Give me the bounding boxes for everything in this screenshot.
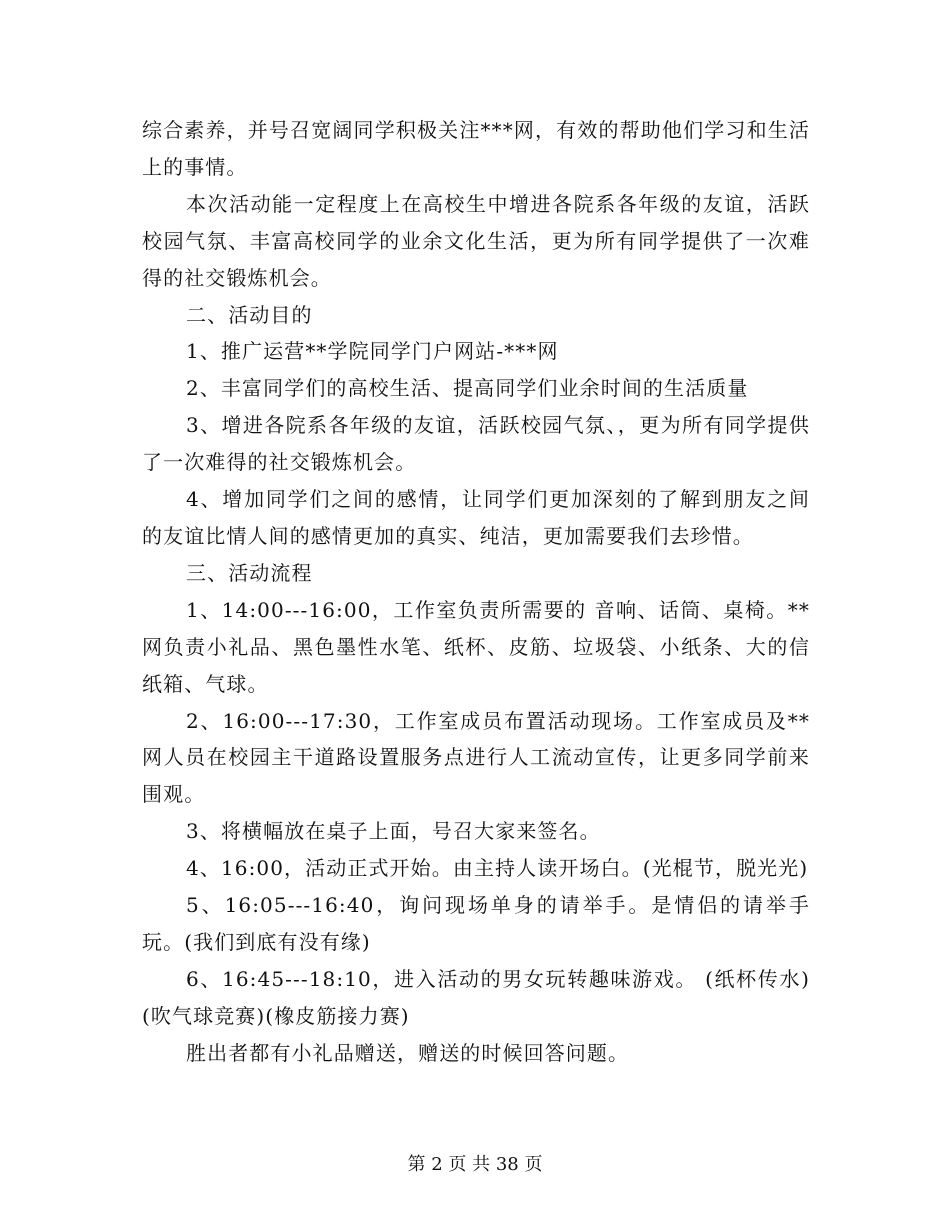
list-item: 1、推广运营**学院同学门户网站-***网	[186, 339, 559, 364]
list-item: 4、增加同学们之间的感情，让同学们更加深刻的了解到朋友之间的友谊比情人间的感情更加的真实、纯洁，更加需要我们去珍惜。	[142, 487, 810, 548]
list-item: 1、14:00---16:00，工作室负责所需要的 音响、话筒、桌椅。**网负责小礼品、黑色墨性水笔、纸杯、皮筋、垃圾袋、小纸条、大的信纸箱、气球。	[142, 597, 810, 696]
document-body	[142, 112, 810, 1072]
list-item: 3、增进各院系各年级的友谊，活跃校园气氛、，更为所有同学提供了一次难得的社交锻炼机会。	[142, 413, 810, 475]
list-item: 3、将横幅放在桌子上面，号召大家来签名。	[186, 819, 601, 844]
list-item: 5、16:05---16:40，询问现场单身的请举手。是情侣的请举手玩。(我们到底有没有缘)	[142, 893, 810, 954]
section-heading: 三、活动流程	[186, 560, 313, 585]
section-heading: 二、活动目的	[186, 302, 313, 327]
page-footer	[0, 1153, 950, 1177]
paragraph: 综合素养，并号召宽阔同学积极关注***网，有效的帮助他们学习和生活上的事情。	[142, 118, 810, 179]
paragraph: 胜出者都有小礼品赠送，赠送的时候回答问题。	[186, 1040, 630, 1065]
list-item: 2、丰富同学们的高校生活、提高同学们业余时间的生活质量	[186, 376, 749, 401]
list-item: 4、16:00，活动正式开始。由主持人读开场白。(光棍节，脱光光)	[186, 856, 809, 881]
list-item: 6、16:45---18:10，进入活动的男女玩转趣味游戏。 (纸杯传水)(吹气球竞赛)(橡皮筋接力赛)	[142, 966, 810, 1028]
page-number-label: 第 2 页 共 38 页	[407, 1154, 543, 1175]
paragraph: 本次活动能一定程度上在高校生中增进各院系各年级的友谊，活跃校园气氛、丰富高校同学的业余文化生活，更为所有同学提供了一次难得的社交锻炼机会。	[142, 191, 810, 290]
list-item: 2、16:00---17:30，工作室成员布置活动现场。工作室成员及**网人员在校园主干道路设置服务点进行人工流动宣传，让更多同学前来围观。	[142, 708, 810, 807]
